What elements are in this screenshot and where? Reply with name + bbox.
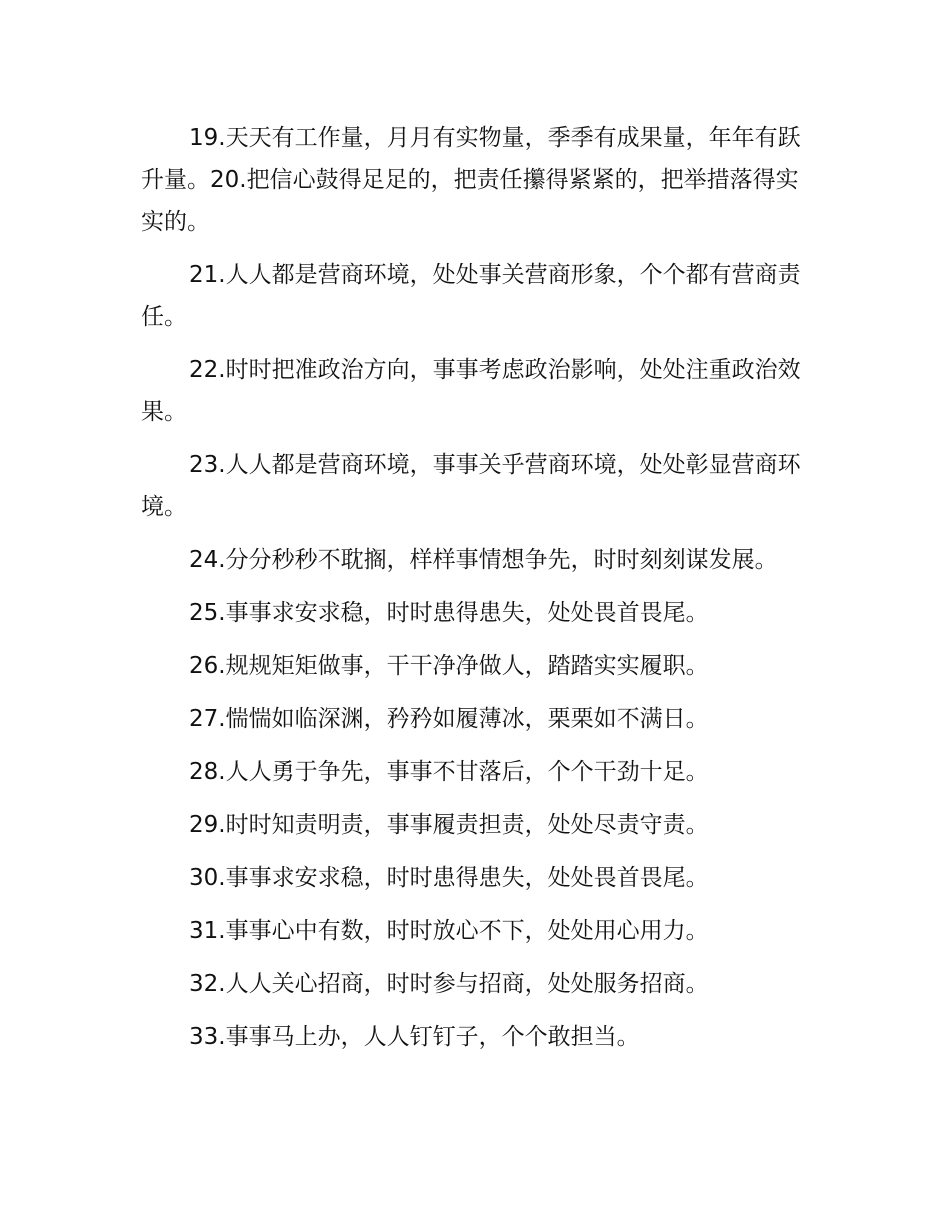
- paragraph-22: 22.时时把准政治方向，事事考虑政治影响，处处注重政治效果。: [141, 357, 801, 425]
- paragraph-21: 21.人人都是营商环境，处处事关营商形象，个个都有营商责任。: [141, 262, 801, 330]
- paragraph-33: 33.事事马上办，人人钉钉子，个个敢担当。: [189, 1024, 640, 1050]
- paragraph-23: 23.人人都是营商环境，事事关乎营商环境，处处彰显营商环境。: [141, 452, 801, 520]
- paragraph-32: 32.人人关心招商，时时参与招商，处处服务招商。: [189, 971, 709, 997]
- paragraph-26: 26.规规矩矩做事，干干净净做人，踏踏实实履职。: [189, 653, 709, 679]
- paragraph-28: 28.人人勇于争先，事事不甘落后，个个干劲十足。: [189, 759, 709, 785]
- paragraph-25: 25.事事求安求稳，时时患得患失，处处畏首畏尾。: [189, 600, 709, 626]
- paragraph-29: 29.时时知责明责，事事履责担责，处处尽责守责。: [189, 812, 709, 838]
- document-body: [141, 117, 813, 1069]
- paragraph-24: 24.分分秒秒不耽搁，样样事情想争先，时时刻刻谋发展。: [189, 547, 778, 573]
- paragraph-19-20: 19.天天有工作量，月月有实物量，季季有成果量，年年有跃升量。20.把信心鼓得足足的，把责任攥得紧紧的，把举措落得实实的。: [141, 125, 801, 235]
- paragraph-27: 27.惴惴如临深渊，矜矜如履薄冰，栗栗如不满日。: [189, 706, 709, 732]
- paragraph-31: 31.事事心中有数，时时放心不下，处处用心用力。: [189, 918, 709, 944]
- paragraph-30: 30.事事求安求稳，时时患得患失，处处畏首畏尾。: [189, 865, 709, 891]
